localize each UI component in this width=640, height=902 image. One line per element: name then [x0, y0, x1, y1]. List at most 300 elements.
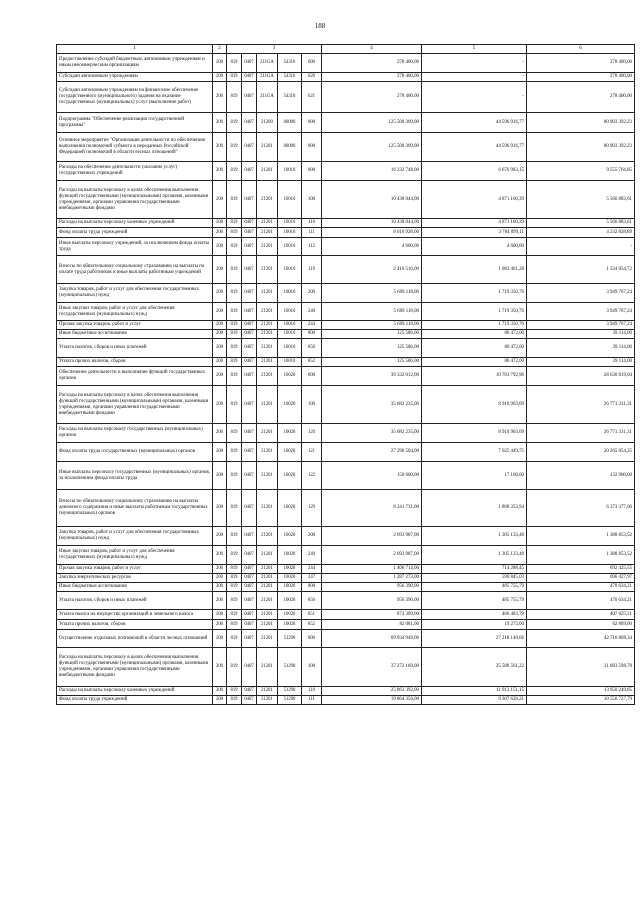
- code-admin: 200: [213, 648, 227, 687]
- code-ministry: 819: [227, 527, 242, 546]
- code-direction: 10010: [278, 303, 302, 321]
- row-name: Иные закупки товаров, работ и услуг для обеспечения государственных (муниципальных) нужд: [57, 546, 213, 565]
- value-executed: 485 755,79: [422, 583, 527, 592]
- value-approved: 125 586,00: [322, 358, 422, 367]
- table-row: [57, 462, 635, 490]
- code-section: 0407: [242, 424, 257, 443]
- value-executed: 1 305 133,48: [422, 527, 527, 546]
- table-row: [57, 321, 635, 330]
- code-program: 21201: [257, 238, 278, 256]
- value-executed: 1 719 350,76: [422, 284, 527, 303]
- code-program: 21201: [257, 546, 278, 565]
- code-admin: 200: [213, 54, 227, 73]
- table-row: [57, 687, 635, 696]
- table-row: [57, 367, 635, 386]
- table-row: [57, 696, 635, 705]
- value-executed: 590 845,03: [422, 574, 527, 583]
- code-direction: 10010: [278, 330, 302, 339]
- value-remaining: 1 388 853,52: [527, 546, 635, 565]
- code-expense-type: 120: [302, 424, 322, 443]
- value-remaining: 407 825,21: [527, 610, 635, 620]
- row-name: Иные бюджетные ассигнования: [57, 330, 213, 339]
- value-approved: 39 332 012,00: [322, 367, 422, 386]
- row-name: Иные выплаты персоналу государственных (муниципальных) органов, за исключением фонда оплаты труда: [57, 462, 213, 490]
- code-admin: 200: [213, 321, 227, 330]
- code-program: 21201: [257, 443, 278, 462]
- table-row: [57, 648, 635, 687]
- code-ministry: 819: [227, 358, 242, 367]
- value-remaining: 278 400,00: [527, 54, 635, 73]
- row-name: Закупка товаров, работ и услуг для обеспечения государственных (муниципальных) нужд: [57, 284, 213, 303]
- table-row: [57, 610, 635, 620]
- table-row: [57, 583, 635, 592]
- code-direction: 54310: [278, 54, 302, 73]
- row-name: Закупка товаров, работ и услуг для обеспечения государственных (муниципальных) нужд: [57, 527, 213, 546]
- value-executed: 6 676 983,15: [422, 162, 527, 181]
- code-direction: 10010: [278, 339, 302, 358]
- code-program: 21201: [257, 256, 278, 284]
- value-remaining: -: [527, 238, 635, 256]
- value-approved: 8 241 731,00: [322, 490, 422, 527]
- code-expense-type: 100: [302, 181, 322, 219]
- code-program: 21201: [257, 321, 278, 330]
- value-approved: 5 669 118,00: [322, 284, 422, 303]
- row-name: Фонд оплаты труда учреждений: [57, 696, 213, 705]
- code-expense-type: 800: [302, 583, 322, 592]
- table-row: [57, 424, 635, 443]
- code-ministry: 819: [227, 133, 242, 162]
- value-approved: 35 682 235,00: [322, 386, 422, 424]
- code-direction: 54310: [278, 82, 302, 113]
- value-approved: 16 232 748,00: [322, 162, 422, 181]
- code-ministry: 819: [227, 219, 242, 228]
- code-admin: 200: [213, 490, 227, 527]
- value-approved: 37 272 160,00: [322, 648, 422, 687]
- value-executed: 11 913 151,15: [422, 687, 527, 696]
- value-remaining: 28 630 819,04: [527, 367, 635, 386]
- value-approved: 1 406 714,00: [322, 565, 422, 574]
- code-program: 211GA: [257, 54, 278, 73]
- code-program: 21201: [257, 462, 278, 490]
- code-ministry: 819: [227, 54, 242, 73]
- code-program: 21201: [257, 303, 278, 321]
- code-section: 0407: [242, 228, 257, 238]
- value-approved: 19 864 356,00: [322, 696, 422, 705]
- header-col-2: 2: [213, 45, 227, 54]
- row-name: Взносы по обязательному социальному страхованию на выплаты по оплате труда работников и иные выплаты работникам учреждений: [57, 256, 213, 284]
- value-remaining: 278 400,00: [527, 73, 635, 82]
- value-executed: 9 307 628,21: [422, 696, 527, 705]
- table-row: [57, 565, 635, 574]
- table-row: [57, 527, 635, 546]
- code-ministry: 819: [227, 181, 242, 219]
- code-admin: 200: [213, 339, 227, 358]
- code-admin: 200: [213, 238, 227, 256]
- header-col-3: 3: [227, 45, 322, 54]
- code-admin: 200: [213, 696, 227, 705]
- value-approved: 2 693 987,00: [322, 527, 422, 546]
- code-expense-type: 244: [302, 565, 322, 574]
- value-approved: 8 016 928,00: [322, 228, 422, 238]
- code-direction: 10020: [278, 565, 302, 574]
- row-name: Осуществление отдельных полномочий в области лесных отношений: [57, 630, 213, 648]
- table-row: [57, 339, 635, 358]
- code-admin: 200: [213, 133, 227, 162]
- value-approved: 956 390,00: [322, 592, 422, 610]
- value-executed: -: [422, 73, 527, 82]
- value-executed: 1 719 350,76: [422, 321, 527, 330]
- table-row: [57, 181, 635, 219]
- table-row: [57, 256, 635, 284]
- code-expense-type: 621: [302, 82, 322, 113]
- row-name: Иные бюджетные ассигнования: [57, 583, 213, 592]
- code-direction: 10020: [278, 443, 302, 462]
- value-remaining: 39 114,00: [527, 339, 635, 358]
- header-row: [57, 45, 635, 54]
- code-direction: 10020: [278, 386, 302, 424]
- value-remaining: 132 900,00: [527, 462, 635, 490]
- code-section: 0407: [242, 546, 257, 565]
- code-admin: 200: [213, 527, 227, 546]
- table-row: [57, 358, 635, 367]
- code-ministry: 819: [227, 256, 242, 284]
- code-section: 0407: [242, 330, 257, 339]
- value-remaining: 4 232 828,89: [527, 228, 635, 238]
- code-program: 21200: [257, 113, 278, 133]
- table-row: [57, 284, 635, 303]
- code-section: 0407: [242, 238, 257, 256]
- code-admin: 200: [213, 303, 227, 321]
- code-ministry: 819: [227, 113, 242, 133]
- value-remaining: 1 388 853,52: [527, 527, 635, 546]
- table-row: [57, 490, 635, 527]
- code-direction: 10020: [278, 583, 302, 592]
- value-remaining: 5 566 883,61: [527, 181, 635, 219]
- value-approved: 125 586,00: [322, 330, 422, 339]
- code-expense-type: 000: [302, 113, 322, 133]
- code-section: 0407: [242, 696, 257, 705]
- code-admin: 200: [213, 228, 227, 238]
- code-direction: 10020: [278, 527, 302, 546]
- value-approved: 25 863 392,00: [322, 687, 422, 696]
- value-executed: 3 784 099,11: [422, 228, 527, 238]
- value-executed: 10 701 792,96: [422, 367, 527, 386]
- code-section: 0407: [242, 73, 257, 82]
- code-ministry: 819: [227, 546, 242, 565]
- code-program: 21201: [257, 284, 278, 303]
- table-row: [57, 133, 635, 162]
- code-expense-type: 247: [302, 574, 322, 583]
- code-program: 21201: [257, 162, 278, 181]
- code-admin: 200: [213, 386, 227, 424]
- value-approved: 27 290 504,00: [322, 443, 422, 462]
- code-section: 0407: [242, 181, 257, 219]
- value-approved: 69 934 949,00: [322, 630, 422, 648]
- code-direction: 10010: [278, 358, 302, 367]
- value-executed: 7 025 449,75: [422, 443, 527, 462]
- code-admin: 200: [213, 630, 227, 648]
- code-section: 0407: [242, 162, 257, 181]
- code-section: 0407: [242, 527, 257, 546]
- code-direction: 10010: [278, 321, 302, 330]
- code-direction: 51290: [278, 648, 302, 687]
- code-expense-type: 620: [302, 73, 322, 82]
- header-col-1: 1: [57, 45, 213, 54]
- value-approved: 5 669 118,00: [322, 321, 422, 330]
- row-name: Взносы по обязательному социальному страхованию на выплаты денежного содержания и иные выплаты работникам государственных (муниципальных) органов: [57, 490, 213, 527]
- code-section: 0407: [242, 648, 257, 687]
- code-direction: 10010: [278, 238, 302, 256]
- table-row: [57, 113, 635, 133]
- value-executed: 44 596 916,77: [422, 113, 527, 133]
- value-remaining: 9 555 764,85: [527, 162, 635, 181]
- code-ministry: 819: [227, 82, 242, 113]
- code-ministry: 819: [227, 620, 242, 630]
- code-expense-type: 851: [302, 610, 322, 620]
- code-expense-type: 000: [302, 367, 322, 386]
- code-program: 21201: [257, 620, 278, 630]
- code-program: 21201: [257, 583, 278, 592]
- code-program: 21201: [257, 330, 278, 339]
- value-remaining: 3 949 767,24: [527, 284, 635, 303]
- row-name: Фонд оплаты труда учреждений: [57, 228, 213, 238]
- value-executed: 86 472,00: [422, 358, 527, 367]
- table-row: [57, 574, 635, 583]
- code-admin: 200: [213, 610, 227, 620]
- code-admin: 200: [213, 462, 227, 490]
- code-expense-type: 850: [302, 592, 322, 610]
- code-program: 21201: [257, 565, 278, 574]
- table-row: [57, 386, 635, 424]
- value-remaining: 5 566 883,61: [527, 219, 635, 228]
- code-section: 0407: [242, 620, 257, 630]
- row-name: Уплата прочих налогов, сборов: [57, 620, 213, 630]
- row-name: Уплата налога на имущество организаций и земельного налога: [57, 610, 213, 620]
- code-admin: 200: [213, 162, 227, 181]
- code-expense-type: 100: [302, 386, 322, 424]
- value-executed: -: [422, 54, 527, 73]
- row-name: Закупка энергетических ресурсов: [57, 574, 213, 583]
- value-executed: 714 288,45: [422, 565, 527, 574]
- code-direction: 51290: [278, 687, 302, 696]
- code-expense-type: 121: [302, 443, 322, 462]
- code-program: 211GA: [257, 73, 278, 82]
- table-row: [57, 54, 635, 73]
- value-remaining: 10 556 727,79: [527, 696, 635, 705]
- code-ministry: 819: [227, 339, 242, 358]
- code-expense-type: 000: [302, 162, 322, 181]
- code-admin: 200: [213, 565, 227, 574]
- code-section: 0407: [242, 565, 257, 574]
- code-section: 0407: [242, 113, 257, 133]
- code-expense-type: 100: [302, 648, 322, 687]
- code-expense-type: 112: [302, 238, 322, 256]
- value-remaining: 3 949 767,24: [527, 321, 635, 330]
- code-admin: 200: [213, 284, 227, 303]
- code-expense-type: 110: [302, 687, 322, 696]
- value-executed: 8 910 903,69: [422, 386, 527, 424]
- code-ministry: 819: [227, 583, 242, 592]
- code-ministry: 819: [227, 321, 242, 330]
- code-program: 21201: [257, 228, 278, 238]
- code-section: 0407: [242, 321, 257, 330]
- code-admin: 200: [213, 592, 227, 610]
- code-direction: 10020: [278, 367, 302, 386]
- code-program: 21201: [257, 386, 278, 424]
- code-expense-type: 119: [302, 256, 322, 284]
- table-row: [57, 546, 635, 565]
- code-program: 21201: [257, 592, 278, 610]
- row-name: Расходы на выплаты персоналу в целях обеспечения выполнения функций государственными (муниципальными) органами, казенными учреждениями, органами управления государственными внебюджетными фондами: [57, 386, 213, 424]
- code-section: 0407: [242, 490, 257, 527]
- code-program: 21201: [257, 610, 278, 620]
- value-remaining: 39 114,00: [527, 358, 635, 367]
- code-section: 0407: [242, 358, 257, 367]
- row-name: Расходы на выплаты персоналу в целях обеспечения выполнения функций государственными (муниципальными) органами, казенными учреждениями, органами управления государственными внебюджетными фондами: [57, 648, 213, 687]
- code-section: 0407: [242, 687, 257, 696]
- code-expense-type: 852: [302, 358, 322, 367]
- code-admin: 200: [213, 358, 227, 367]
- row-name: Подпрограмма "Обеспечение реализации государственной программы": [57, 113, 213, 133]
- code-expense-type: 600: [302, 54, 322, 73]
- value-executed: 485 755,79: [422, 592, 527, 610]
- code-expense-type: 129: [302, 490, 322, 527]
- code-direction: 10020: [278, 424, 302, 443]
- code-section: 0407: [242, 256, 257, 284]
- code-direction: 51290: [278, 630, 302, 648]
- code-ministry: 819: [227, 238, 242, 256]
- value-approved: 874 309,00: [322, 610, 422, 620]
- code-admin: 200: [213, 256, 227, 284]
- code-direction: 54310: [278, 73, 302, 82]
- code-section: 0407: [242, 386, 257, 424]
- budget-table: [56, 44, 635, 705]
- code-expense-type: 200: [302, 527, 322, 546]
- value-executed: 8 910 903,69: [422, 424, 527, 443]
- code-section: 0407: [242, 219, 257, 228]
- code-ministry: 819: [227, 687, 242, 696]
- table-row: [57, 82, 635, 113]
- value-remaining: 42 716 808,34: [527, 630, 635, 648]
- code-direction: 10020: [278, 490, 302, 527]
- code-direction: 10010: [278, 219, 302, 228]
- code-program: 21201: [257, 490, 278, 527]
- code-expense-type: 111: [302, 228, 322, 238]
- code-expense-type: 200: [302, 284, 322, 303]
- value-remaining: 62 809,00: [527, 620, 635, 630]
- value-executed: 19 272,00: [422, 620, 527, 630]
- code-ministry: 819: [227, 490, 242, 527]
- value-remaining: 39 114,00: [527, 330, 635, 339]
- code-program: 21201: [257, 648, 278, 687]
- code-ministry: 819: [227, 367, 242, 386]
- value-executed: 44 596 916,77: [422, 133, 527, 162]
- code-program: 21201: [257, 133, 278, 162]
- code-program: 21201: [257, 358, 278, 367]
- header-col-6: 6: [527, 45, 635, 54]
- row-name: Расходы на выплаты персоналу казенных учреждений: [57, 219, 213, 228]
- code-admin: 200: [213, 82, 227, 113]
- value-approved: 10 438 044,00: [322, 181, 422, 219]
- code-direction: 10010: [278, 256, 302, 284]
- value-remaining: 80 903 392,23: [527, 133, 635, 162]
- code-admin: 200: [213, 443, 227, 462]
- code-direction: 10010: [278, 181, 302, 219]
- row-name: Уплата прочих налогов, сборов: [57, 358, 213, 367]
- code-program: 21201: [257, 339, 278, 358]
- row-name: Уплата налогов, сборов и иных платежей: [57, 592, 213, 610]
- code-section: 0407: [242, 284, 257, 303]
- table-row: [57, 73, 635, 82]
- value-remaining: 3 949 767,24: [527, 303, 635, 321]
- value-executed: 1 305 133,48: [422, 546, 527, 565]
- code-direction: 10020: [278, 592, 302, 610]
- row-name: Уплата налогов, сборов и иных платежей: [57, 339, 213, 358]
- value-approved: 278 400,00: [322, 82, 422, 113]
- value-approved: 10 438 044,00: [322, 219, 422, 228]
- row-name: Субсидии автономным учреждениям: [57, 73, 213, 82]
- code-program: 21201: [257, 630, 278, 648]
- code-admin: 200: [213, 219, 227, 228]
- value-executed: 27 218 140,66: [422, 630, 527, 648]
- code-ministry: 819: [227, 565, 242, 574]
- code-section: 0407: [242, 133, 257, 162]
- value-approved: 956 390,00: [322, 583, 422, 592]
- code-expense-type: 000: [302, 133, 322, 162]
- code-section: 0407: [242, 303, 257, 321]
- code-ministry: 819: [227, 574, 242, 583]
- code-ministry: 819: [227, 610, 242, 620]
- value-approved: 2 416 516,00: [322, 256, 422, 284]
- code-program: 21201: [257, 367, 278, 386]
- code-direction: 00000: [278, 113, 302, 133]
- code-direction: 10020: [278, 574, 302, 583]
- code-direction: 51290: [278, 696, 302, 705]
- table-row: [57, 238, 635, 256]
- table-row: [57, 228, 635, 238]
- row-name: Расходы на выплаты персоналу казенных учреждений: [57, 687, 213, 696]
- code-ministry: 819: [227, 386, 242, 424]
- code-direction: 10020: [278, 462, 302, 490]
- table-row: [57, 219, 635, 228]
- code-expense-type: 110: [302, 219, 322, 228]
- table-row: [57, 630, 635, 648]
- value-approved: 150 000,00: [322, 462, 422, 490]
- value-approved: 4 600,00: [322, 238, 422, 256]
- code-admin: 200: [213, 620, 227, 630]
- value-executed: 466 483,79: [422, 610, 527, 620]
- value-remaining: 31 683 598,78: [527, 648, 635, 687]
- code-ministry: 819: [227, 228, 242, 238]
- code-program: 211GA: [257, 82, 278, 113]
- code-direction: 10020: [278, 620, 302, 630]
- value-executed: 86 472,00: [422, 339, 527, 358]
- value-remaining: 470 634,21: [527, 583, 635, 592]
- table-row: [57, 303, 635, 321]
- header-col-4: 4: [322, 45, 422, 54]
- value-executed: 4 871 160,39: [422, 181, 527, 219]
- value-remaining: 692 425,55: [527, 565, 635, 574]
- value-approved: 2 693 987,00: [322, 546, 422, 565]
- table-row: [57, 443, 635, 462]
- code-section: 0407: [242, 339, 257, 358]
- code-direction: 10020: [278, 546, 302, 565]
- code-admin: 200: [213, 583, 227, 592]
- code-section: 0407: [242, 443, 257, 462]
- value-executed: 17 100,00: [422, 462, 527, 490]
- value-approved: 82 081,00: [322, 620, 422, 630]
- value-approved: 278 400,00: [322, 73, 422, 82]
